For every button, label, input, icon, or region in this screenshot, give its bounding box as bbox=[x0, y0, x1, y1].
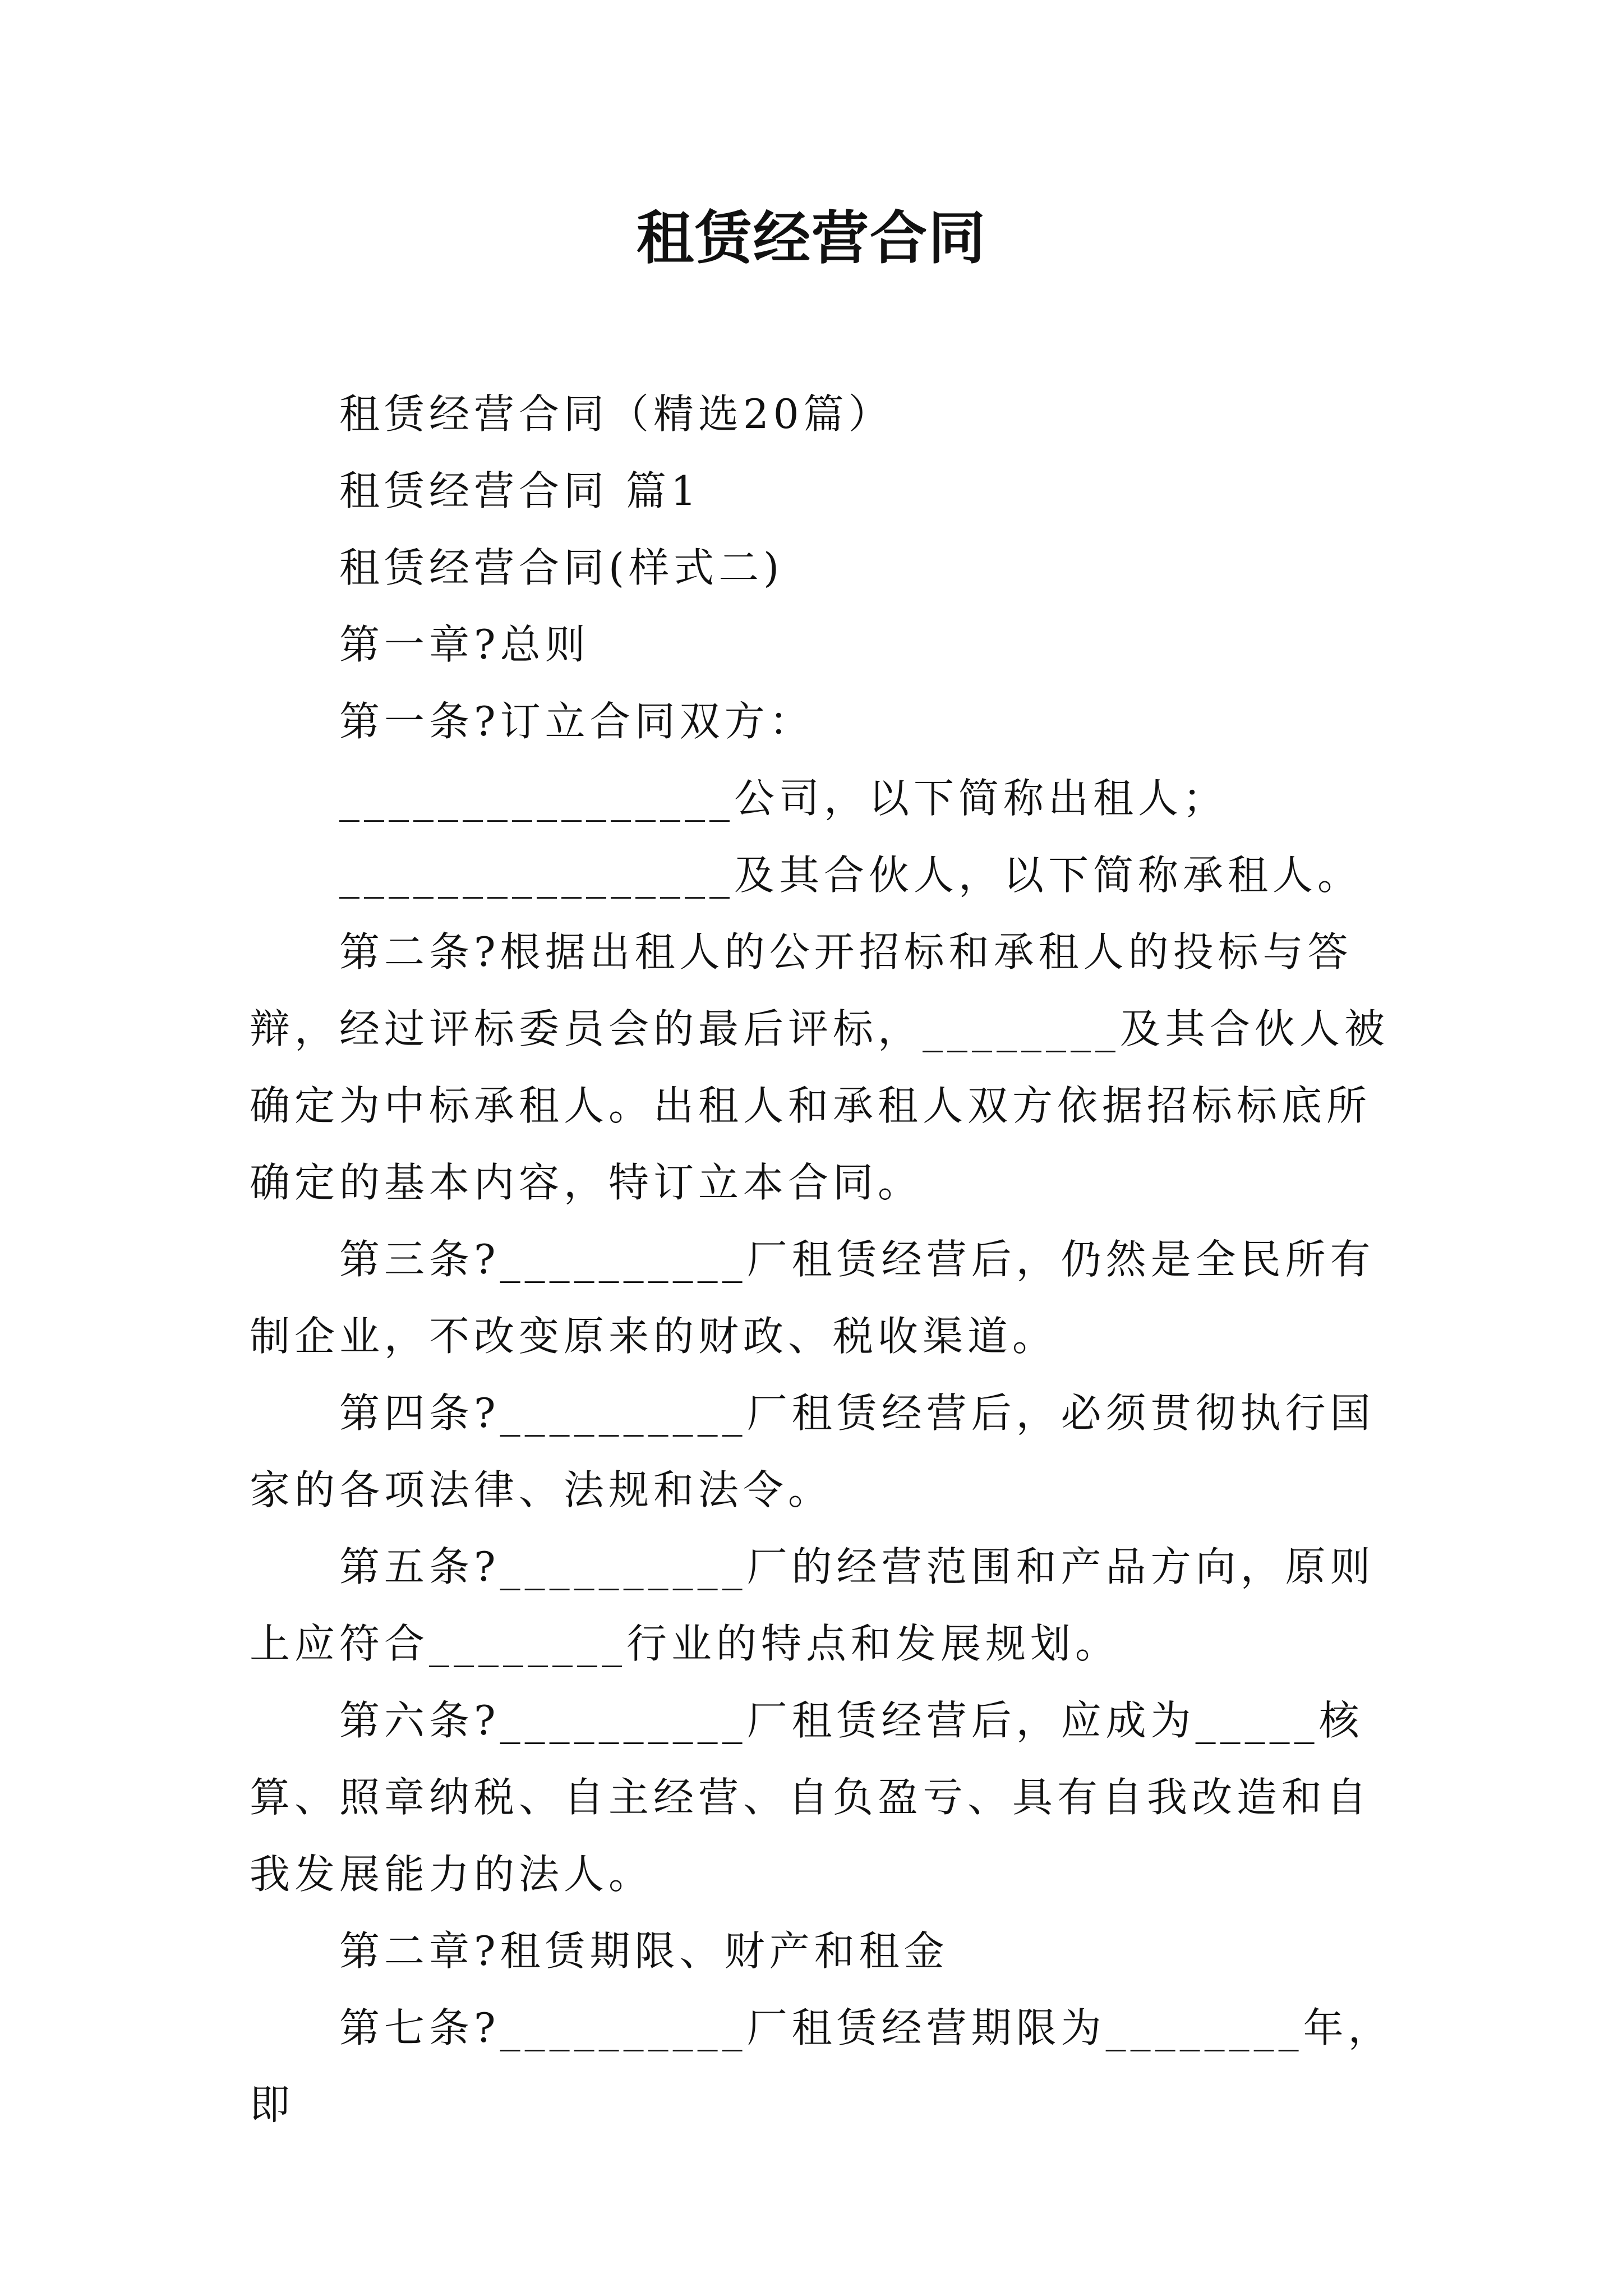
paragraph-style-heading: 租赁经营合同(样式二) bbox=[339, 544, 784, 591]
paragraph-chapter-2: 第二章?租赁期限、财产和租金 bbox=[339, 1927, 949, 1975]
paragraph-section-heading: 租赁经营合同 篇1 bbox=[339, 467, 701, 514]
paragraph-article-4: 第四条?__________厂租赁经营后，必须贯彻执行国家的各项法律、法规和法令。 bbox=[250, 1389, 1375, 1513]
paragraph-lessee: ________________及其合伙人，以下简称承租人。 bbox=[339, 852, 1363, 899]
paragraph-lessor: ________________公司，以下简称出租人； bbox=[339, 775, 1228, 822]
paragraph-article-2: 第二条?根据出租人的公开招标和承租人的投标与答辩，经过评标委员会的最后评标，________及其合伙人被确定为中标承租人。出租人和承租人双方依据招标标底所确定的基本内容，特订立本合同。 bbox=[250, 928, 1390, 1206]
paragraph-article-7: 第七条?__________厂租赁经营期限为________年，即 bbox=[250, 2004, 1393, 2128]
paragraph-chapter-1: 第一章?总则 bbox=[339, 621, 590, 668]
document-title: 租赁经营合同 bbox=[637, 205, 986, 272]
paragraph-article-6: 第六条?__________厂租赁经营后，应成为_____核算、照章纳税、自主经营、自负盈亏、具有自我改造和自我发展能力的法人。 bbox=[250, 1697, 1372, 1898]
paragraph-article-5: 第五条?__________厂的经营范围和产品方向，原则上应符合________行业的特点和发展规划。 bbox=[250, 1543, 1375, 1667]
paragraph-subtitle: 租赁经营合同（精选20篇） bbox=[339, 390, 893, 438]
document-body bbox=[250, 376, 1394, 2143]
paragraph-article-1: 第一条?订立合同双方： bbox=[339, 698, 814, 745]
paragraph-article-3: 第三条?__________厂租赁经营后，仍然是全民所有制企业，不改变原来的财政、税收渠道。 bbox=[250, 1236, 1375, 1360]
